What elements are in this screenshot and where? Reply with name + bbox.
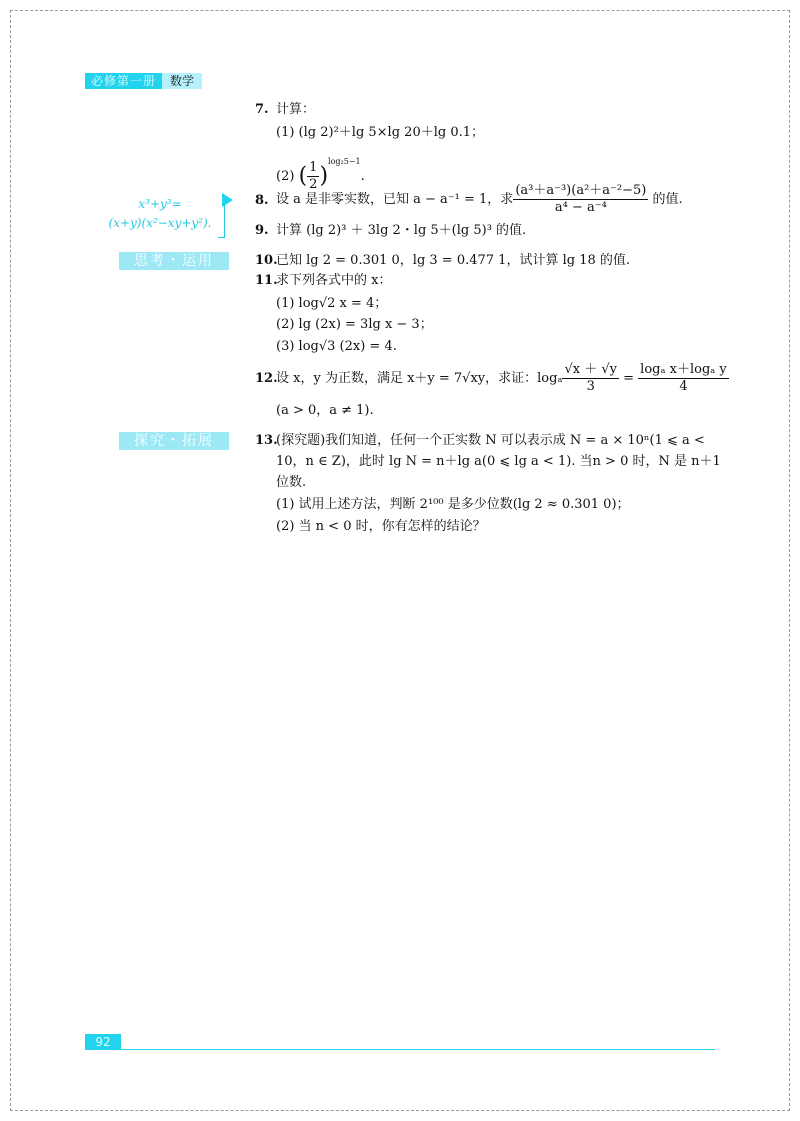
problem-7-number: 7. — [255, 102, 269, 117]
book-title: 必修第一册 — [85, 73, 162, 89]
problem-10-text: 已知 lg 2 = 0.301 0，lg 3 = 0.477 1，试计算 lg 18 的值. — [276, 253, 631, 268]
exponent: log₂5−1 — [328, 157, 361, 166]
page-number: 92 — [85, 1034, 121, 1050]
problem-11-text: 求下列各式中的 x： — [276, 273, 392, 288]
problem-12-fraction-1 — [562, 362, 619, 395]
problem-11-sub-3: (3) log√3 (2x) = 4. — [276, 339, 397, 354]
running-header — [85, 73, 202, 89]
problem-8-number: 8. — [255, 193, 269, 208]
section-explore-extend: 探究・拓展 — [119, 432, 229, 450]
fraction-denominator: a⁴ − a⁻⁴ — [554, 200, 607, 215]
fraction-numerator: logₐ x＋logₐ y — [640, 362, 727, 377]
side-note-line-1: x³+y³= — [138, 197, 182, 211]
problem-7-sub-1: (1) (lg 2)²＋lg 5×lg 20＋lg 0.1； — [276, 125, 485, 140]
problem-11-sub-2: (2) lg (2x) = 3lg x − 3； — [276, 317, 433, 332]
fraction-numerator: 1 — [309, 160, 318, 175]
left-paren: ( — [298, 163, 308, 189]
problem-7-sub-2-label: (2) — [276, 169, 295, 184]
problem-13-line-2: 10，n ∈ Z)，此时 lg N = n＋lg a(0 ⩽ lg a < 1). 当n > 0 时，N 是 n＋1 — [276, 454, 721, 469]
subject-title: 数学 — [162, 73, 202, 89]
right-paren: ) — [319, 163, 329, 189]
problem-12-condition: (a > 0，a ≠ 1). — [276, 403, 374, 418]
problem-9-number: 9. — [255, 223, 269, 238]
problem-12-number: 12. — [255, 371, 278, 386]
fraction-denominator: 3 — [586, 379, 595, 394]
problem-11-sub-1: (1) log√2 x = 4； — [276, 296, 388, 311]
problem-13-sub-1: (1) 试用上述方法，判断 2¹⁰⁰ 是多少位数(lg 2 ≈ 0.301 0)； — [276, 497, 630, 512]
problem-12-text — [276, 362, 729, 396]
fraction-numerator: √x ＋ √y — [564, 362, 617, 377]
problem-13-number: 13. — [255, 433, 278, 448]
section-think-apply: 思考・运用 — [119, 252, 229, 270]
footer-rule — [121, 1049, 715, 1050]
side-note-arrow-icon — [222, 193, 233, 207]
fraction-numerator: (a³＋a⁻³)(a²＋a⁻²−5) — [515, 183, 647, 198]
fraction-denominator: 4 — [679, 379, 688, 394]
problem-7-text: 计算： — [276, 102, 316, 117]
problem-8-fraction — [513, 183, 648, 216]
period: . — [360, 169, 365, 184]
problem-13-line-1: (探究题)我们知道，任何一个正实数 N 可以表示成 N = a × 10ⁿ(1 ⩽ a < — [276, 433, 705, 448]
problem-13-line-3: 位数. — [276, 475, 307, 490]
problem-13-sub-2: (2) 当 n < 0 时，你有怎样的结论？ — [276, 519, 486, 534]
problem-11-number: 11. — [255, 273, 278, 288]
page-border — [10, 10, 790, 1111]
problem-8-text — [276, 183, 683, 217]
problem-9-text: 计算 (lg 2)³ ＋ 3lg 2・lg 5＋(lg 5)³ 的值. — [276, 223, 527, 238]
equals-sign: = — [623, 371, 635, 386]
problem-10-number: 10. — [255, 253, 278, 268]
problem-12-fraction-2 — [638, 362, 729, 395]
side-note-bracket — [218, 203, 225, 238]
problem-8-end: 的值. — [652, 192, 683, 207]
problem-8-stem: 设 a 是非零实数，已知 a − a⁻¹ = 1，求 — [276, 192, 514, 207]
side-note-line-2: (x+y)(x²−xy+y²). — [108, 216, 212, 230]
problem-12-stem: 设 x，y 为正数，满足 x＋y = 7√xy，求证：logₐ — [276, 371, 563, 386]
fraction-denominator: 2 — [309, 177, 318, 192]
